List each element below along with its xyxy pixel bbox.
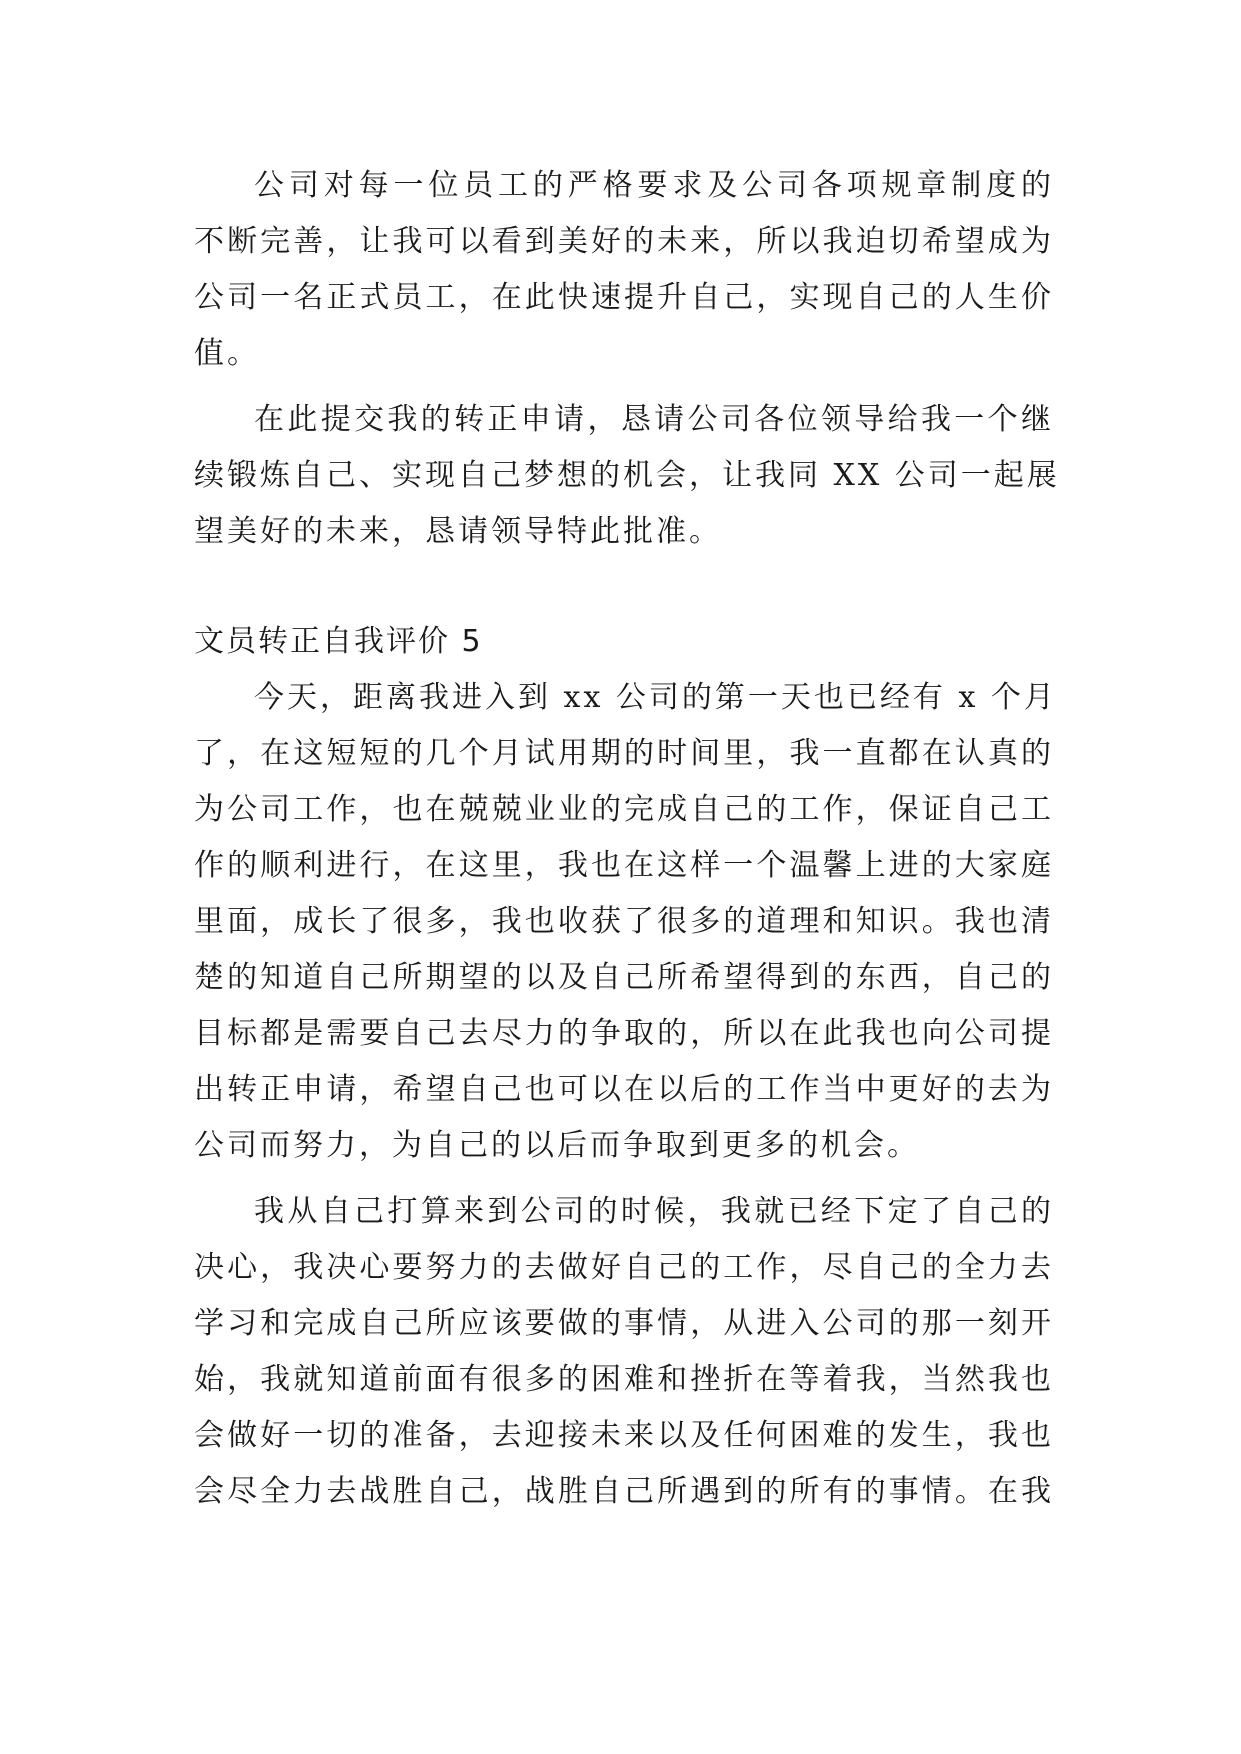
paragraph-3-line-8: 出转正申请，希望自己也可以在以后的工作当中更好的去为 — [194, 1072, 1054, 1107]
paragraph-1-line-4: 值。 — [194, 336, 260, 371]
paragraph-2-line-2: 续锻炼自己、实现自己梦想的机会，让我同 XX 公司一起展 — [194, 458, 1060, 493]
paragraph-4-line-4: 始，我就知道前面有很多的困难和挫折在等着我，当然我也 — [194, 1362, 1054, 1397]
paragraph-1-line-3: 公司一名正式员工，在此快速提升自己，实现自己的人生价 — [194, 280, 1054, 315]
paragraph-4-line-3: 学习和完成自己所应该要做的事情，从进入公司的那一刻开 — [194, 1306, 1054, 1341]
paragraph-4-line-1: 我从自己打算来到公司的时候，我就已经下定了自己的 — [254, 1194, 1054, 1229]
paragraph-4-line-6: 会尽全力去战胜自己，战胜自己所遇到的所有的事情。在我 — [194, 1474, 1054, 1509]
paragraph-3-line-4: 作的顺利进行，在这里，我也在这样一个温馨上进的大家庭 — [194, 848, 1054, 883]
paragraph-1-line-2: 不断完善，让我可以看到美好的未来，所以我迫切希望成为 — [194, 224, 1054, 259]
paragraph-1-line-1: 公司对每一位员工的严格要求及公司各项规章制度的 — [254, 168, 1054, 203]
paragraph-3-line-7: 目标都是需要自己去尽力的争取的，所以在此我也向公司提 — [194, 1016, 1054, 1051]
paragraph-3-line-6: 楚的知道自己所期望的以及自己所希望得到的东西，自己的 — [194, 960, 1054, 995]
section-heading: 文员转正自我评价 5 — [194, 624, 483, 659]
paragraph-4-line-2: 决心，我决心要努力的去做好自己的工作，尽自己的全力去 — [194, 1250, 1054, 1285]
paragraph-3-line-9: 公司而努力，为自己的以后而争取到更多的机会。 — [194, 1128, 920, 1163]
paragraph-3-line-2: 了，在这短短的几个月试用期的时间里，我一直都在认真的 — [194, 736, 1054, 771]
paragraph-3-line-1: 今天，距离我进入到 xx 公司的第一天也已经有 x 个月 — [254, 680, 1057, 715]
paragraph-3-line-3: 为公司工作，也在兢兢业业的完成自己的工作，保证自己工 — [194, 792, 1054, 827]
paragraph-4-line-5: 会做好一切的准备，去迎接未来以及任何困难的发生，我也 — [194, 1418, 1054, 1453]
paragraph-2-line-3: 望美好的未来，恳请领导特此批准。 — [194, 514, 722, 549]
paragraph-3-line-5: 里面，成长了很多，我也收获了很多的道理和知识。我也清 — [194, 904, 1054, 939]
paragraph-2-line-1: 在此提交我的转正申请，恳请公司各位领导给我一个继 — [254, 402, 1054, 437]
